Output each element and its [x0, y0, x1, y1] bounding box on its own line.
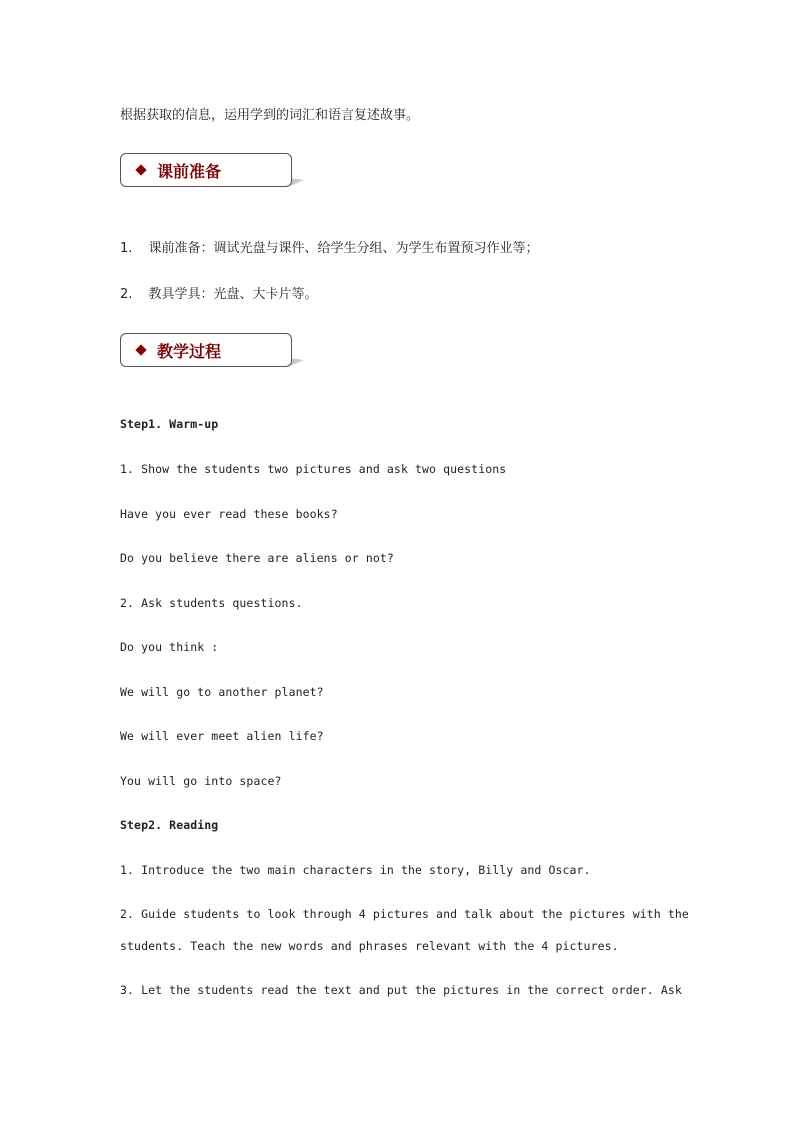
body-line: Have you ever read these books? — [120, 507, 338, 521]
list-item-number: 1. — [120, 241, 133, 256]
step-heading: Step2. Reading — [120, 818, 219, 832]
body-line: 1. Show the students two pictures and ask two questions — [120, 462, 507, 476]
intro-text: 根据获取的信息，运用学到的词汇和语言复述故事。 — [120, 108, 420, 123]
body-line: 2. Ask students questions. — [120, 596, 303, 610]
diamond-bullet-icon — [135, 164, 146, 175]
body-line: You will go into space? — [120, 774, 282, 788]
body-line: 2. Guide students to look through 4 pictures and talk about the pictures with the — [120, 907, 689, 921]
section-heading-process — [120, 333, 292, 367]
heading-shadow-decoration — [290, 358, 304, 366]
diamond-bullet-icon — [135, 344, 146, 355]
list-item-text: 教具学具：光盘、大卡片等。 — [148, 287, 318, 302]
heading-shadow-decoration — [290, 178, 304, 186]
section-heading-prep — [120, 153, 292, 187]
list-item-number: 2. — [120, 287, 133, 302]
list-item-text: 课前准备：调试光盘与课件、给学生分组、为学生布置预习作业等； — [148, 241, 539, 256]
section-title: 教学过程 — [157, 341, 222, 361]
step-heading: Step1. Warm-up — [120, 417, 219, 431]
list-item — [120, 237, 539, 256]
section-title: 课前准备 — [157, 161, 222, 181]
body-line: Do you believe there are aliens or not? — [120, 551, 394, 565]
body-line: We will go to another planet? — [120, 685, 324, 699]
body-line: 3. Let the students read the text and put the pictures in the correct order. Ask — [120, 983, 682, 997]
body-line: 1. Introduce the two main characters in the story, Billy and Oscar. — [120, 863, 591, 877]
body-line: We will ever meet alien life? — [120, 729, 324, 743]
list-item — [120, 283, 318, 302]
body-line: students. Teach the new words and phrases relevant with the 4 pictures. — [120, 939, 619, 953]
body-line: Do you think : — [120, 640, 219, 654]
